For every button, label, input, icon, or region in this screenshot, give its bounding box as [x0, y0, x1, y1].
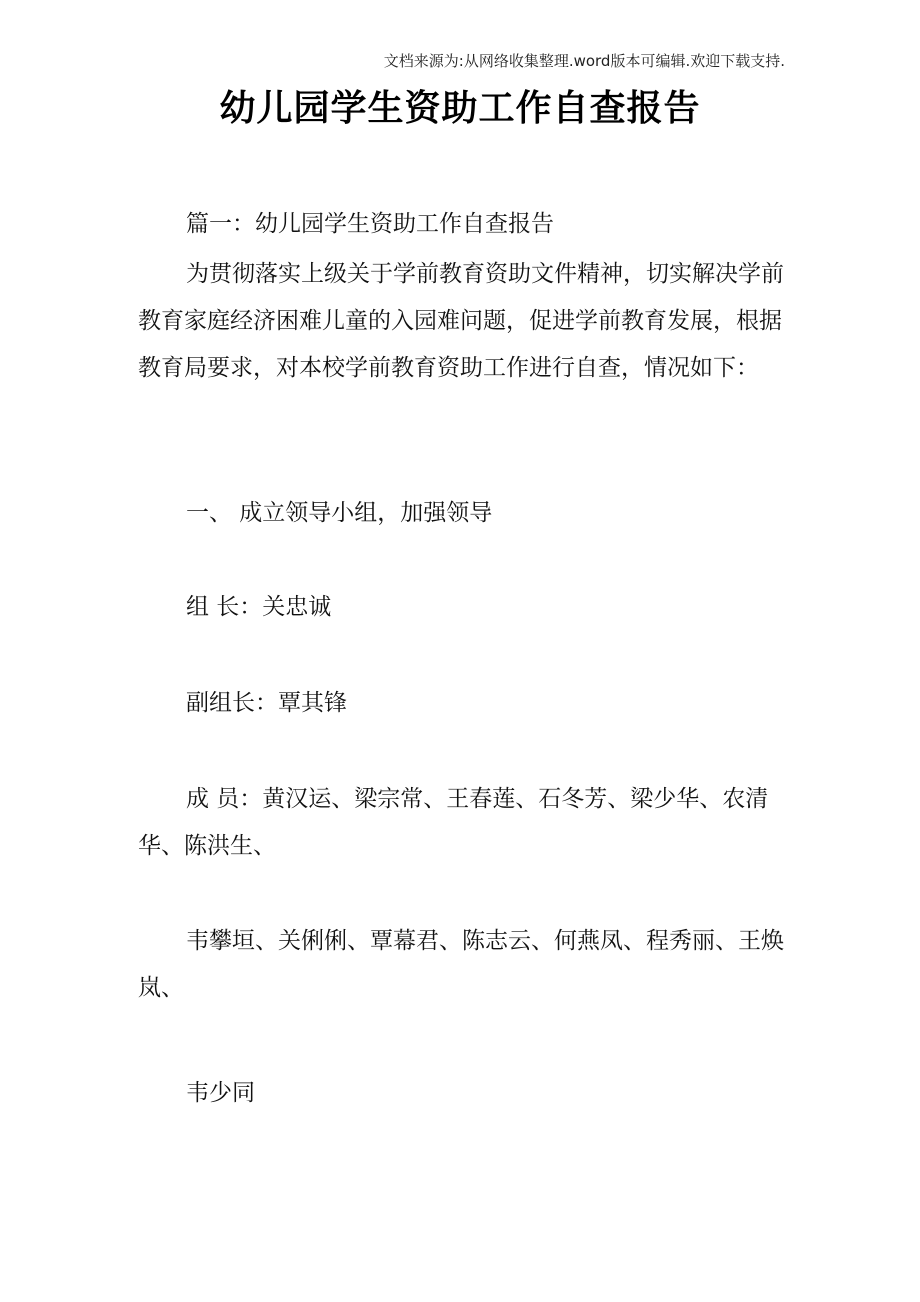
members-paragraph-1: 成 员：黄汉运、梁宗常、王春莲、石冬芳、梁少华、农清华、陈洪生、: [138, 786, 769, 859]
members-paragraph-2: 韦攀垣、关俐俐、覃幕君、陈志云、何燕凤、程秀丽、王焕岚、: [138, 928, 784, 1001]
members-paragraph-3: 韦少同: [186, 1080, 255, 1106]
subtitle-paragraph: 篇一：幼儿园学生资助工作自查报告: [186, 211, 554, 237]
source-note: 文档来源为:从网络收集整理.word版本可编辑.欢迎下载支持.: [383, 52, 785, 70]
section-heading-1: 一、 成立领导小组，加强领导: [186, 500, 493, 526]
intro-paragraph: 为贯彻落实上级关于学前教育资助文件精神，切实解决学前教育家庭经济困难儿童的入园难问题，促进学前教育发展，根据教育局要求，对本校学前教育资助工作进行自查，情况如下：: [138, 261, 784, 381]
document-title: 幼儿园学生资助工作自查报告: [219, 88, 701, 129]
group-leader-line: 组 长：关忠诚: [186, 594, 332, 620]
deputy-leader-line: 副组长：覃其锋: [186, 690, 347, 716]
